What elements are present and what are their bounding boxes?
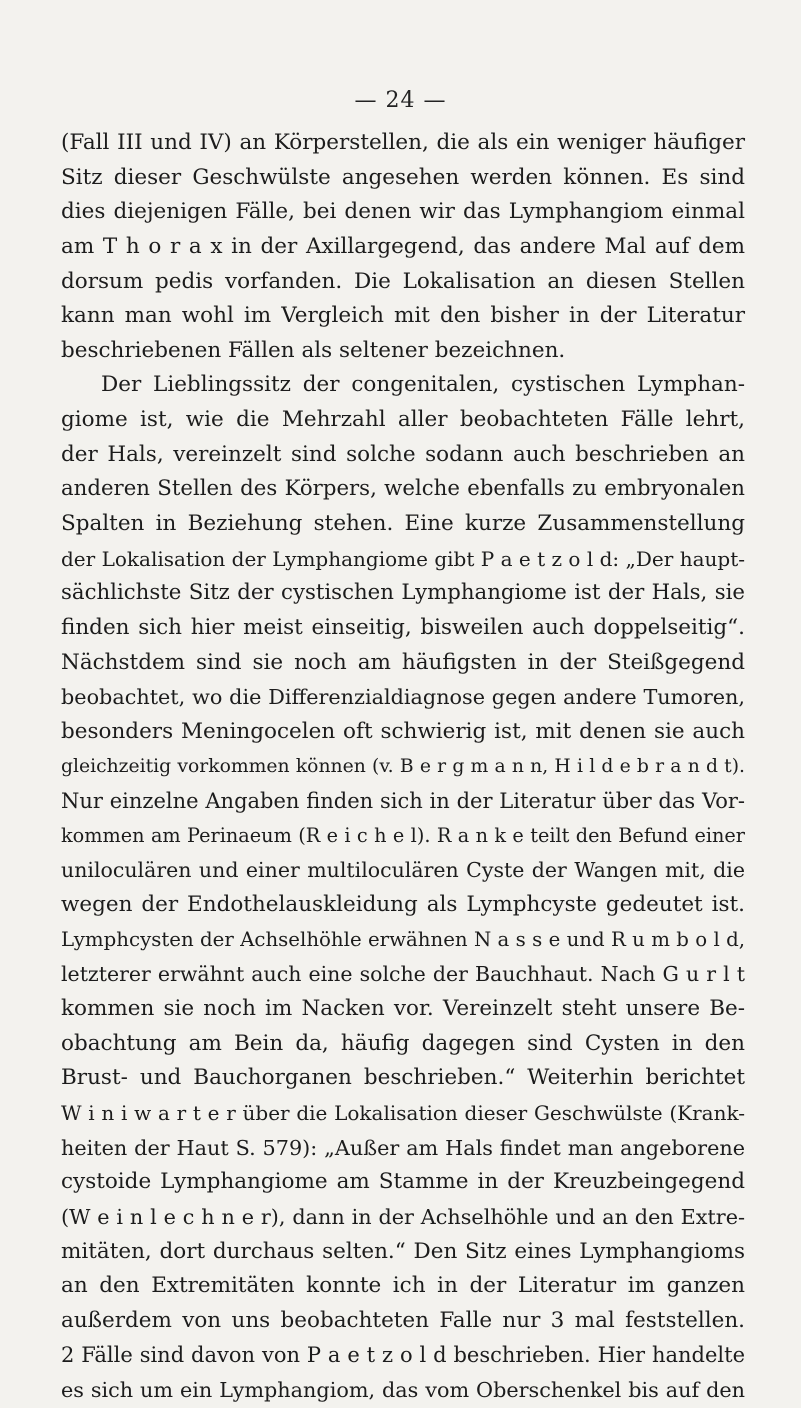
text-line: Der Lieblingssitz der congenitalen, cystischen Lymphan- (101, 372, 745, 398)
page-number: — 24 — (354, 88, 447, 113)
text-line: 2 Fälle sind davon von P a e t z o l d beschrieben. Hier handelte (61, 1343, 745, 1368)
text-line: Sitz dieser Geschwülste angesehen werden können. Es sind (61, 164, 745, 190)
text-line: der Lokalisation der Lymphangiome gibt P a e t z o l d: „Der haupt- (61, 546, 745, 571)
body-text (61, 126, 745, 1408)
text-line: kann man wohl im Vergleich mit den bisher in der Literatur (61, 303, 745, 329)
text-line: sächlichste Sitz der cystischen Lymphangiome ist der Hals, sie (61, 580, 745, 606)
text-line: beschriebenen Fällen als seltener bezeichnen. (61, 337, 566, 363)
text-line: giome ist, wie die Mehrzahl aller beobachteten Fälle lehrt, (61, 407, 745, 433)
text-line: kommen am Perinaeum (R e i c h e l). R a n k e teilt den Befund einer (61, 823, 745, 847)
text-line: mitäten, dort durchaus selten.“ Den Sitz eines Lymphangioms (61, 1238, 745, 1264)
text-line: uniloculären und einer multiloculären Cyste der Wangen mit, die (61, 858, 745, 883)
text-line: wegen der Endothelauskleidung als Lymphcyste gedeutet ist. (61, 892, 745, 918)
text-line: außerdem von uns beobachteten Falle nur 3 mal feststellen. (61, 1307, 745, 1333)
text-line: am T h o r a x in der Axillargegend, das andere Mal auf dem (61, 233, 745, 259)
text-line: kommen sie noch im Nacken vor. Vereinzelt steht unsere Be- (61, 996, 745, 1022)
text-line: Nur einzelne Angaben finden sich in der Literatur über das Vor- (61, 789, 745, 814)
text-line: obachtung am Bein da, häufig dagegen sind Cysten in den (61, 1030, 745, 1056)
text-line: es sich um ein Lymphangiom, das vom Oberschenkel bis auf den (61, 1378, 745, 1403)
text-line: an den Extremitäten konnte ich in der Literatur im ganzen (61, 1273, 745, 1299)
text-line: letzterer erwähnt auch eine solche der Bauchhaut. Nach G u r l t (61, 962, 745, 987)
text-line: Nächstdem sind sie noch am häufigsten in der Steißgegend (61, 649, 745, 675)
text-line: der Hals, vereinzelt sind solche sodann auch beschrieben an (61, 441, 745, 467)
text-line: (Fall III und IV) an Körperstellen, die als ein weniger häufiger (61, 130, 745, 155)
text-line: finden sich hier meist einseitig, bisweilen auch doppelseitig“. (61, 614, 745, 640)
text-line: dies diejenigen Fälle, bei denen wir das Lymphangiom einmal (61, 199, 745, 225)
text-line: dorsum pedis vorfanden. Die Lokalisation an diesen Stellen (61, 268, 745, 294)
text-line: beobachtet, wo die Differenzialdiagnose gegen andere Tumoren, (61, 685, 745, 710)
text-line: besonders Meningocelen oft schwierig ist, mit denen sie auch (61, 718, 745, 744)
text-line: Lymphcysten der Achselhöhle erwähnen N a s s e und R u m b o l d, (61, 927, 745, 951)
text-line: gleichzeitig vorkommen können (v. B e r g m a n n, H i l d e b r a n d t). (61, 755, 745, 777)
text-line: Spalten in Beziehung stehen. Eine kurze Zusammenstellung (61, 511, 745, 537)
text-line: cystoide Lymphangiome am Stamme in der Kreuzbeingegend (61, 1169, 745, 1195)
text-line: anderen Stellen des Körpers, welche ebenfalls zu embryonalen (61, 476, 745, 502)
text-line: W i n i w a r t e r über die Lokalisation dieser Geschwülste (Krank- (61, 1100, 745, 1125)
text-line: (W e i n l e c h n e r), dann in der Achselhöhle und an den Extre- (61, 1204, 745, 1229)
text-line: Brust- und Bauchorganen beschrieben.“ Weiterhin berichtet (61, 1065, 745, 1091)
text-line: heiten der Haut S. 579): „Außer am Hals findet man angeborene (61, 1135, 745, 1160)
